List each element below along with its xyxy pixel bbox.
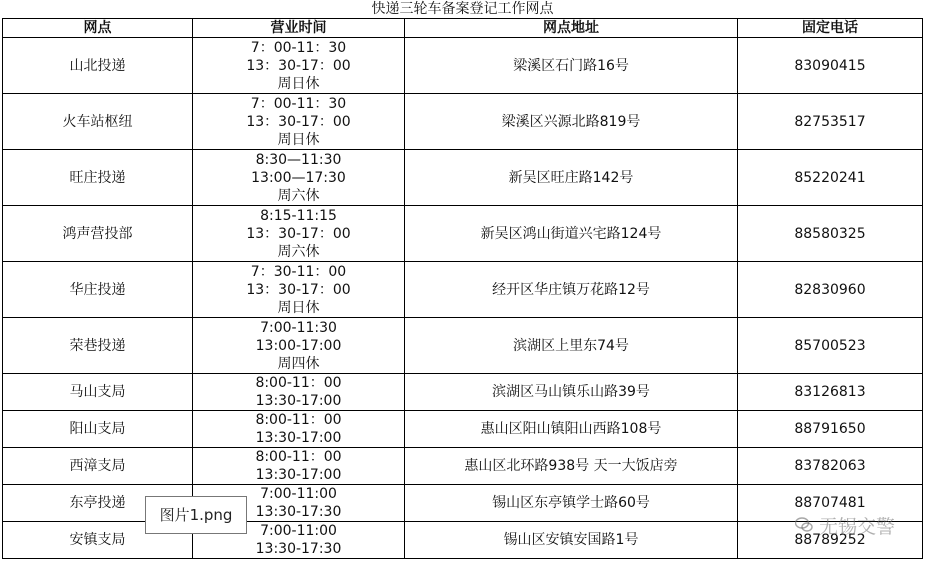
outlet-name: 西漳支局 — [3, 448, 193, 485]
outlet-name: 山北投递 — [3, 38, 193, 94]
business-hours — [193, 318, 405, 374]
business-hours — [193, 448, 405, 485]
hours-morning: 8:30—11:30 — [255, 151, 342, 168]
outlet-name: 阳山支局 — [3, 411, 193, 448]
outlet-phone: 88707481 — [738, 485, 923, 522]
hours-closed-day: 周六休 — [277, 187, 320, 204]
outlet-phone: 83090415 — [738, 38, 923, 94]
watermark — [795, 512, 895, 539]
outlet-name: 东亭投递 — [3, 485, 193, 522]
outlet-address: 新吴区旺庄路142号 — [405, 150, 738, 206]
table-row — [3, 38, 923, 94]
outlet-address: 惠山区北环路938号 天一大饭店旁 — [405, 448, 738, 485]
outlet-address: 梁溪区兴源北路819号 — [405, 94, 738, 150]
header-row — [3, 19, 923, 38]
hours-afternoon: 13:30-17:00 — [255, 430, 342, 446]
hours-afternoon: 13:00-17:00 — [255, 337, 342, 354]
header-hours: 营业时间 — [193, 19, 405, 38]
header-address: 网点地址 — [405, 19, 738, 38]
business-hours — [193, 262, 405, 318]
outlet-name: 荣巷投递 — [3, 318, 193, 374]
hours-closed-day: 周日休 — [277, 299, 320, 316]
hours-morning: 8:00-11：00 — [255, 412, 342, 428]
table-row — [3, 485, 923, 522]
table-row — [3, 206, 923, 262]
watermark-text: 无锡交警 — [818, 516, 895, 538]
outlet-address: 经开区华庄镇万花路12号 — [405, 262, 738, 318]
table-row — [3, 411, 923, 448]
table-row — [3, 318, 923, 374]
hours-morning: 7：00-11：30 — [250, 95, 347, 112]
outlet-name: 马山支局 — [3, 374, 193, 411]
hours-morning: 8:00-11：00 — [255, 375, 342, 391]
hours-morning: 8:00-11：00 — [255, 449, 342, 465]
table-row — [3, 522, 923, 559]
hours-morning: 7:00-11:00 — [260, 486, 337, 502]
outlet-phone: 88580325 — [738, 206, 923, 262]
business-hours — [193, 150, 405, 206]
outlet-phone: 82830960 — [738, 262, 923, 318]
hours-closed-day: 周六休 — [277, 243, 320, 260]
business-hours — [193, 374, 405, 411]
hours-afternoon: 13：30-17：00 — [246, 225, 351, 242]
hours-closed-day: 周四休 — [277, 355, 320, 372]
table-row — [3, 448, 923, 485]
outlet-address: 滨湖区马山镇乐山路39号 — [405, 374, 738, 411]
outlet-address: 锡山区东亭镇学士路60号 — [405, 485, 738, 522]
outlet-address: 滨湖区上里东74号 — [405, 318, 738, 374]
image-filename-label: 图片1.png — [145, 496, 247, 534]
outlet-address: 锡山区安镇安国路1号 — [405, 522, 738, 559]
business-hours — [193, 411, 405, 448]
outlet-phone: 88791650 — [738, 411, 923, 448]
outlet-address: 梁溪区石门路16号 — [405, 38, 738, 94]
table-title: 快递三轮车备案登记工作网点 — [371, 1, 554, 17]
hours-afternoon: 13：30-17：00 — [246, 281, 351, 298]
outlet-name: 鸿声营投部 — [3, 206, 193, 262]
business-hours — [193, 94, 405, 150]
hours-morning: 8:15-11:15 — [260, 207, 337, 224]
outlet-address: 惠山区阳山镇阳山西路108号 — [405, 411, 738, 448]
outlet-name: 火车站枢纽 — [3, 94, 193, 150]
wechat-icon — [795, 517, 813, 537]
outlet-phone: 85220241 — [738, 150, 923, 206]
outlet-name: 旺庄投递 — [3, 150, 193, 206]
hours-closed-day: 周日休 — [277, 131, 320, 148]
table-row — [3, 94, 923, 150]
outlet-table — [2, 18, 923, 559]
hours-morning: 7:00-11:00 — [260, 523, 337, 539]
hours-afternoon: 13:00—17:30 — [251, 169, 346, 186]
outlet-phone: 83782063 — [738, 448, 923, 485]
hours-afternoon: 13:30-17:00 — [255, 467, 342, 483]
hours-afternoon: 13：30-17：00 — [246, 113, 351, 130]
hours-afternoon: 13:30-17:00 — [255, 393, 342, 409]
outlet-address: 新吴区鸿山街道兴宅路124号 — [405, 206, 738, 262]
hours-afternoon: 13:30-17:30 — [255, 541, 342, 557]
hours-morning: 7:00-11:30 — [260, 319, 337, 336]
outlet-name: 华庄投递 — [3, 262, 193, 318]
hours-closed-day: 周日休 — [277, 75, 320, 92]
business-hours — [193, 38, 405, 94]
outlet-phone: 88789252 — [738, 522, 923, 559]
hours-morning: 7：00-11：30 — [250, 39, 347, 56]
hours-morning: 7：30-11：00 — [250, 263, 347, 280]
outlet-phone: 82753517 — [738, 94, 923, 150]
outlet-phone: 85700523 — [738, 318, 923, 374]
hours-afternoon: 13:30-17:30 — [255, 504, 342, 520]
header-outlet: 网点 — [3, 19, 193, 38]
table-row — [3, 374, 923, 411]
business-hours — [193, 206, 405, 262]
outlet-name: 安镇支局 — [3, 522, 193, 559]
header-phone: 固定电话 — [738, 19, 923, 38]
table-row — [3, 150, 923, 206]
outlet-phone: 83126813 — [738, 374, 923, 411]
table-row — [3, 262, 923, 318]
hours-afternoon: 13：30-17：00 — [246, 57, 351, 74]
